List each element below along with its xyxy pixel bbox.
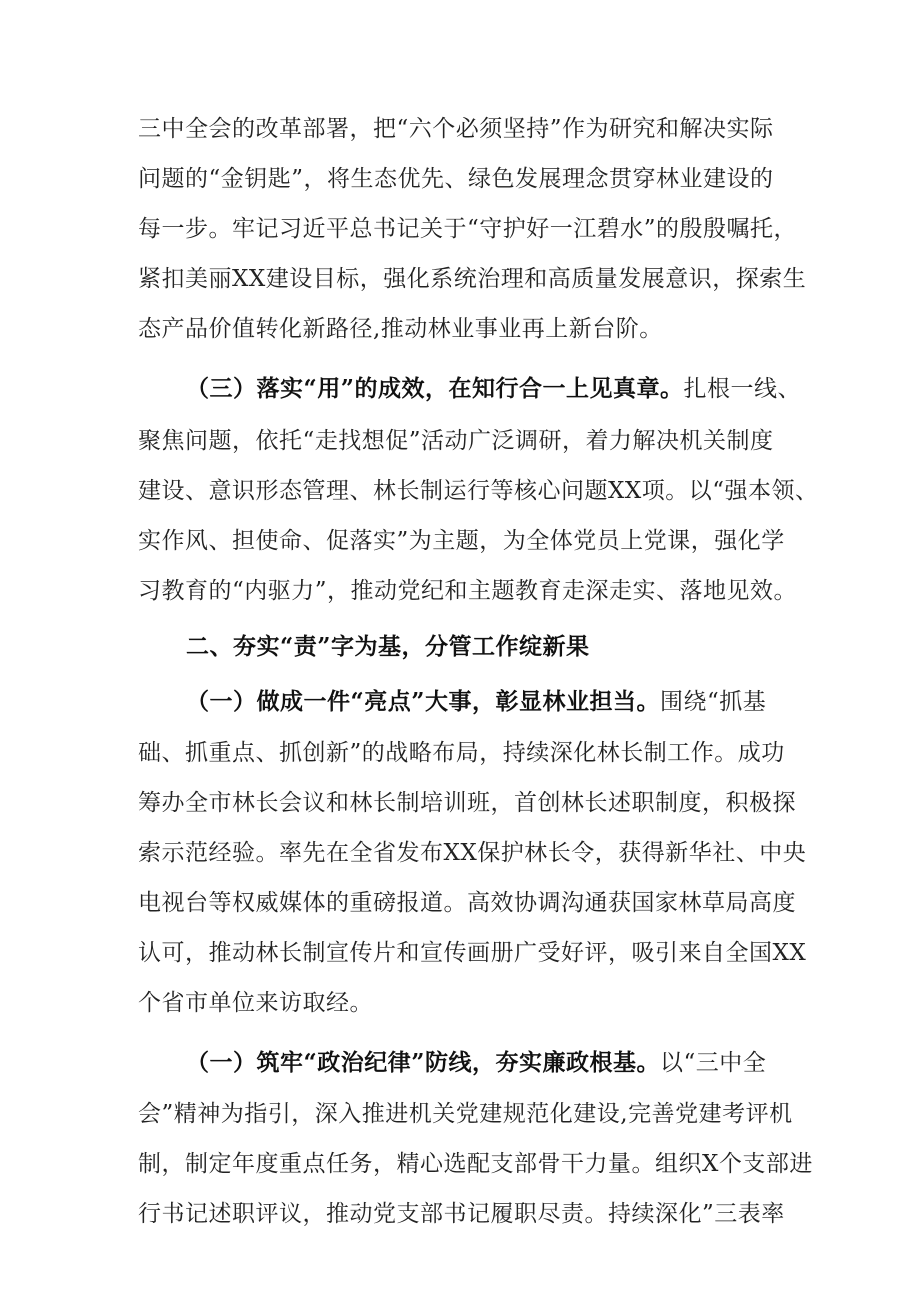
line-text: 态产品价值转化新路径,推动林业事业再上新台阶。 [138,316,663,342]
line-text: 电视台等权威媒体的重磅报道。高效协调沟通获国家林草局高度 [138,890,796,916]
section-heading [186,631,589,663]
body-text-line [138,787,796,819]
body-text-line [138,313,663,345]
line-text: 会”精神为指引，深入推进机关党建规范化建设,完善党建考评机 [138,1101,793,1127]
body-text-line [138,887,796,919]
body-text-line [138,987,373,1019]
subsection-paragraph-start [186,1047,766,1079]
body-text-line [138,575,797,607]
line-text: 习教育的“内驱力”，推动党纪和主题教育走深走实、落地见效。 [138,578,798,604]
body-text-line [138,213,797,245]
body-text-line [138,263,806,295]
subsection-paragraph-start [186,373,801,405]
line-text: 行书记述职评议，推动党支部书记履职尽责。持续深化”三表率 [138,1201,785,1227]
line-text: 实作风、担使命、促落实”为主题，为全体党员上党课，强化学 [138,528,785,554]
subsection-heading: （一）做成一件“亮点”大事，彰显林业担当。 [186,688,660,715]
body-text-line [138,837,806,869]
line-text: 筹办全市林长会议和林长制培训班，首创林长述职制度，积极探 [138,790,796,816]
body-text-line [138,163,774,195]
body-text-line [138,1098,793,1130]
line-text: 扎根一线、 [683,376,801,402]
line-text: 以“三中全 [659,1050,767,1076]
line-text: 个省市单位来访取经。 [138,990,373,1016]
body-text-line [138,475,819,507]
subsection-paragraph-start [186,686,766,718]
body-text-line [138,425,774,457]
subsection-heading: （三）落实“用”的成效，在知行合一上见真章。 [186,375,684,402]
body-text-line [138,1198,785,1230]
body-text-line [138,1148,813,1180]
line-text: 认可，推动林长制宣传片和宣传画册广受好评，吸引来自全国XX [138,940,807,966]
section-heading-text: 二、夯实“责”字为基，分管工作绽新果 [186,633,590,660]
subsection-heading: （一）筑牢“政治纪律”防线，夯实廉政根基。 [186,1049,660,1076]
line-text: 问题的“金钥匙”，将生态优先、绿色发展理念贯穿林业建设的 [138,166,774,192]
line-text: 建设、意识形态管理、林长制运行等核心问题XX项。以“强本领、 [138,478,819,504]
body-text-line [138,737,785,769]
line-text: 制，制定年度重点任务，精心选配支部骨干力量。组织X个支部进 [138,1151,813,1177]
line-text: 础、抓重点、抓创新”的战略布局，持续深化林长制工作。成功 [138,740,785,766]
line-text: 紧扣美丽XX建设目标，强化系统治理和高质量发展意识，探索生 [138,266,807,292]
line-text: 索示范经验。率先在全省发布XX保护林长令，获得新华社、中央 [138,840,807,866]
line-text: 三中全会的改革部署，把“六个必须坚持”作为研究和解决实际 [138,116,774,142]
body-text-line [138,525,785,557]
line-text: 围绕“抓基 [659,689,767,715]
body-text-line [138,937,806,969]
line-text: 聚焦问题，依托“走找想促”活动广泛调研，着力解决机关制度 [138,428,774,454]
line-text: 每一步。牢记习近平总书记关于“守护好一江碧水”的殷殷嘱托， [138,216,798,242]
body-text-line [138,113,774,145]
